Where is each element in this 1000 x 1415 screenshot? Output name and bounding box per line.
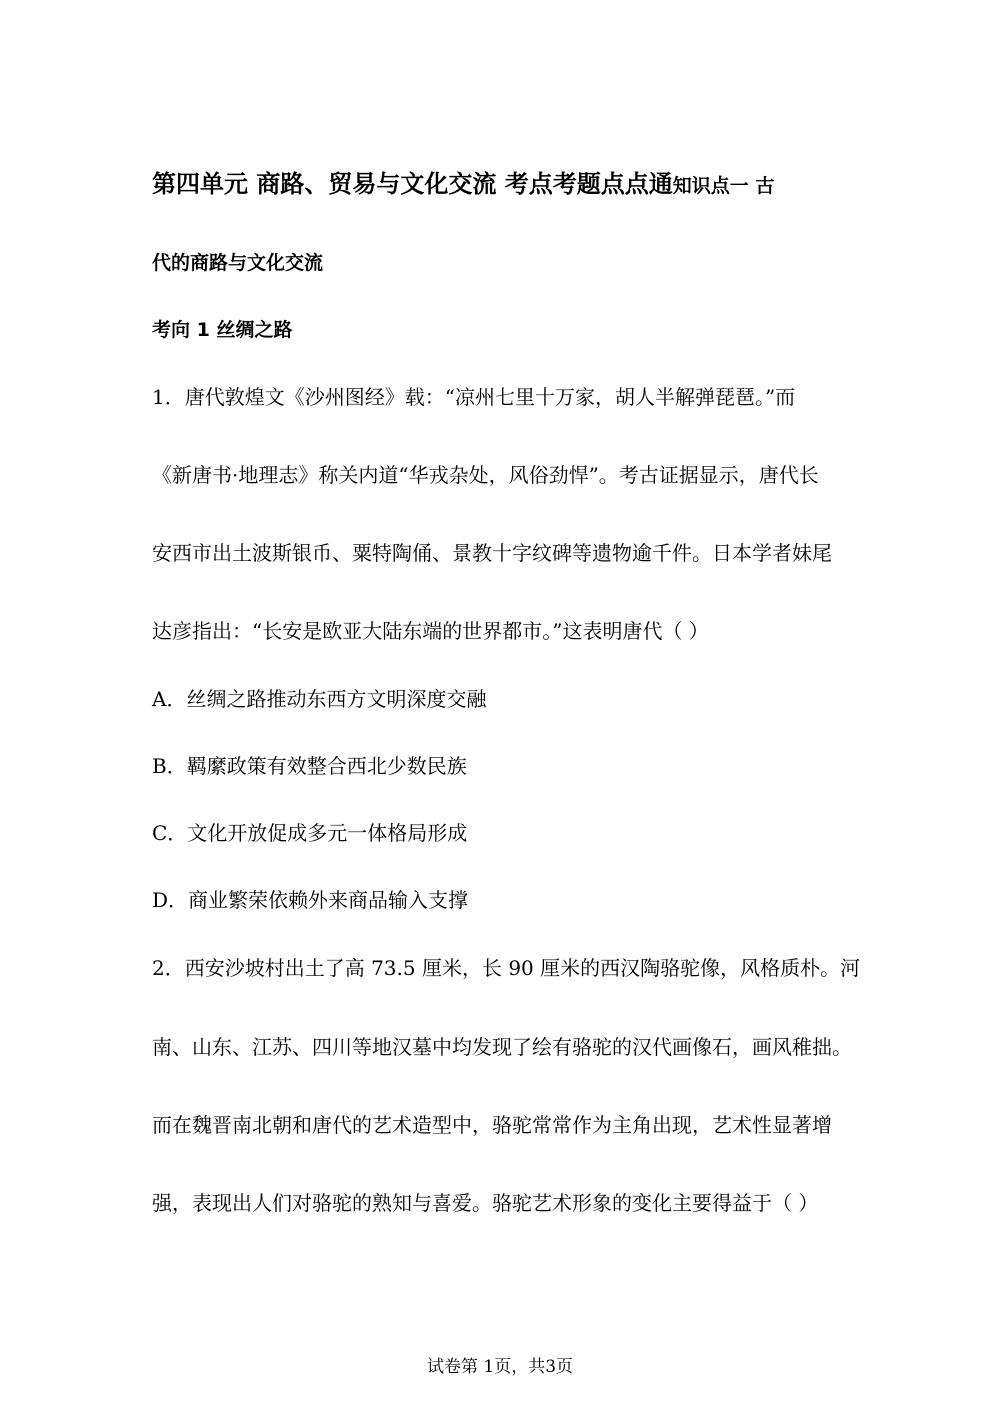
title-main: 第四单元 商路、贸易与文化交流 考点考题点点通 (152, 170, 673, 198)
section-heading: 考向 1 丝绸之路 (152, 319, 293, 341)
question-2-line-3: 而在魏晋南北朝和唐代的艺术造型中，骆驼常常作为主角出现，艺术性显著增 (152, 1113, 832, 1137)
question-1-option-c: C．文化开放促成多元一体格局形成 (152, 821, 468, 845)
question-1-option-d: D．商业繁荣依赖外来商品输入支撑 (152, 888, 469, 912)
question-2-line-1: 2．西安沙坡村出土了高 73.5 厘米，长 90 厘米的西汉陶骆驼像，风格质朴。河 (152, 956, 861, 980)
question-1-line-1: 1．唐代敦煌文《沙州图经》载：“凉州七里十万家，胡人半解弹琵琶。”而 (152, 385, 796, 409)
page-title (152, 170, 774, 200)
title-knowledge-point: 知识点一 古 (672, 175, 775, 197)
page-footer: 试卷第 1页，共3页 (426, 1357, 574, 1377)
question-2-line-4: 强，表现出人们对骆驼的熟知与喜爱。骆驼艺术形象的变化主要得益于（ ） (152, 1191, 819, 1215)
question-1-option-b: B．羁縻政策有效整合西北少数民族 (152, 754, 467, 778)
question-1-line-3: 安西市出土波斯银币、粟特陶俑、景教十字纹碑等遗物逾千件。日本学者妹尾 (152, 541, 832, 565)
question-1-option-a: A．丝绸之路推动东西方文明深度交融 (152, 687, 487, 711)
question-2-line-2: 南、山东、江苏、四川等地汉墓中均发现了绘有骆驼的汉代画像石，画风稚拙。 (152, 1035, 852, 1059)
question-1-line-4: 达彦指出：“长安是欧亚大陆东端的世界都市。”这表明唐代（ ） (152, 619, 709, 643)
question-1-line-2: 《新唐书·地理志》称关内道“华戎杂处，风俗劲悍”。考古证据显示，唐代长 (152, 463, 819, 487)
title-continuation: 代的商路与文化交流 (152, 252, 324, 274)
